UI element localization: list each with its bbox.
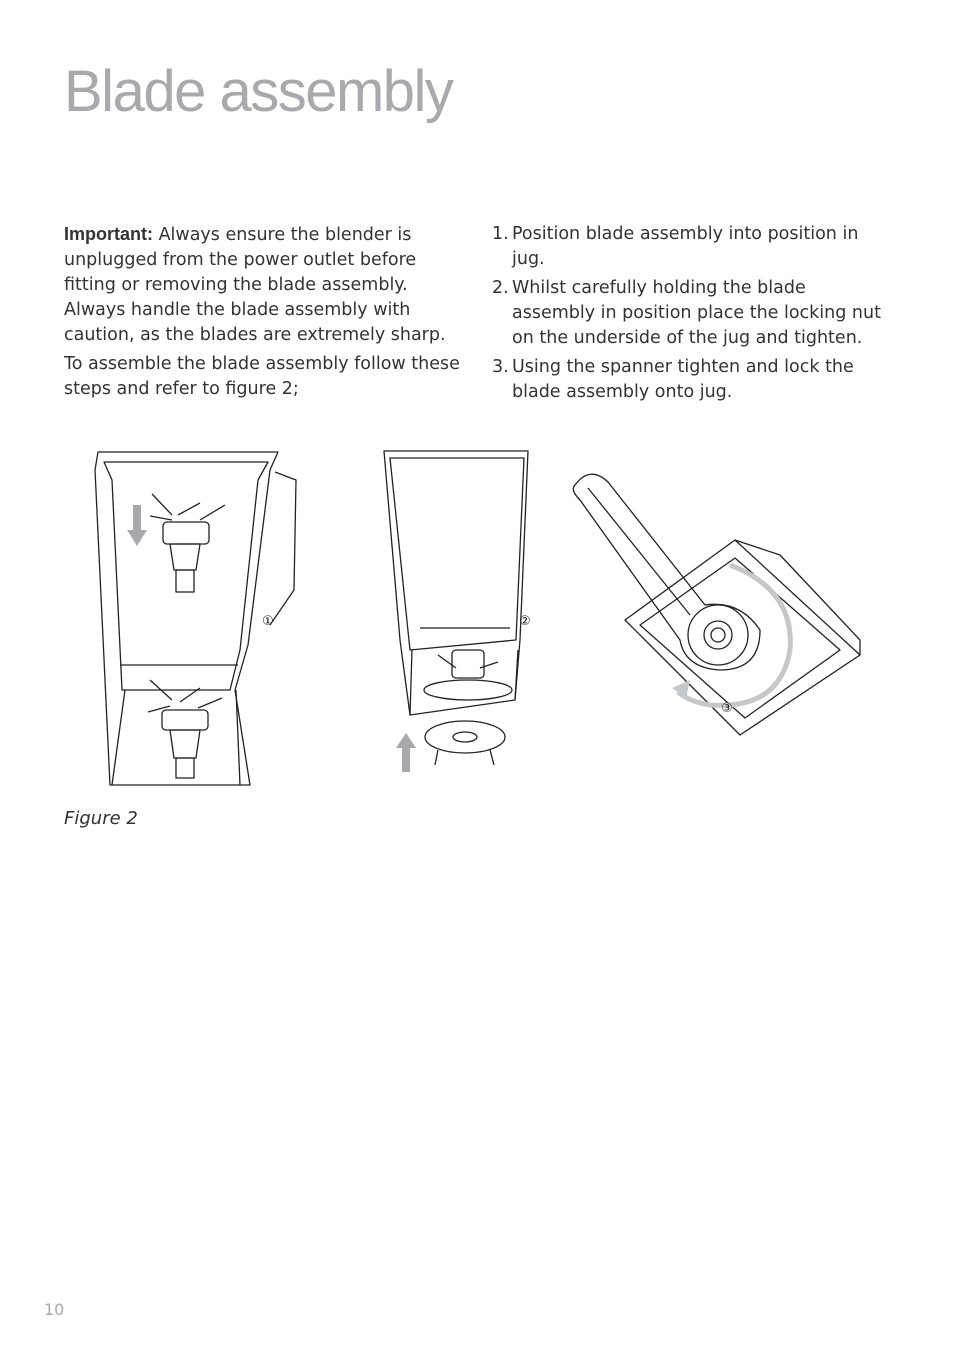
spanner bbox=[573, 474, 760, 670]
step-item bbox=[492, 276, 892, 351]
down-arrow-icon bbox=[127, 505, 147, 546]
step-text: Using the spanner tighten and lock the blade assembly onto jug. bbox=[512, 357, 854, 402]
callout-3: ③ bbox=[721, 701, 733, 716]
step-number: 2. bbox=[492, 278, 509, 298]
step-text: Position blade assembly into position in jug. bbox=[512, 224, 859, 269]
callout-2: ② bbox=[519, 614, 531, 629]
jug-illustration-2 bbox=[384, 451, 528, 715]
page-title: Blade assembly bbox=[64, 59, 453, 124]
figure-2-illustration bbox=[0, 420, 954, 820]
blade-unit-upper bbox=[150, 494, 225, 592]
important-notice bbox=[64, 222, 462, 406]
page-number: 10 bbox=[44, 1300, 65, 1319]
step-item bbox=[492, 355, 892, 405]
up-arrow-icon bbox=[396, 733, 416, 772]
blade-unit-lower bbox=[148, 680, 222, 778]
intro-paragraph: To assemble the blade assembly follow these steps and refer to figure 2; bbox=[64, 354, 460, 399]
callout-1: ① bbox=[262, 614, 274, 629]
step-number: 1. bbox=[492, 224, 509, 244]
figure-caption: Figure 2 bbox=[64, 808, 138, 829]
important-text: Always ensure the blender is unplugged from the power outlet before fitting or removing the blade assembly. Always handle the blade assembly with caution, as the blades are extremely sharp. bbox=[64, 225, 446, 345]
step-item bbox=[492, 222, 892, 272]
locking-nut bbox=[425, 721, 505, 765]
step-number: 3. bbox=[492, 357, 509, 377]
important-paragraph bbox=[64, 222, 462, 348]
step-text: Whilst carefully holding the blade assembly in position place the locking nut on the underside of the jug and tighten. bbox=[512, 278, 881, 348]
important-label: Important: bbox=[64, 224, 153, 244]
steps-column bbox=[492, 222, 892, 409]
steps-list bbox=[492, 222, 892, 405]
